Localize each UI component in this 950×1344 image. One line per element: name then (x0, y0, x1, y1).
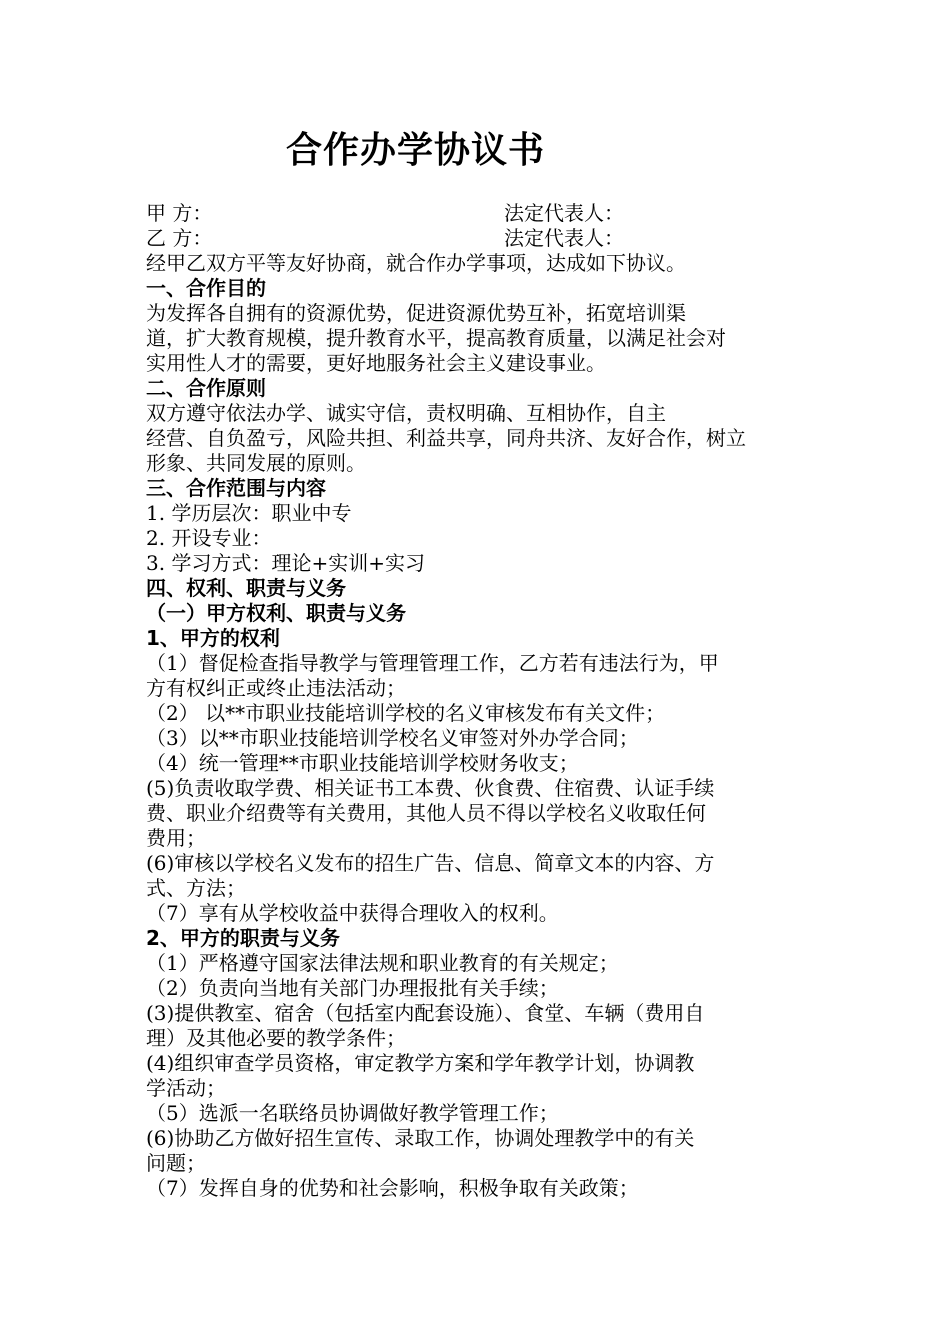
body-line: (5)负责收取学费、相关证书工本费、伙食费、住宿费、认证手续 (146, 776, 715, 800)
body-line: 经营、自负盈亏，风险共担、利益共享，同舟共济、友好合作，树立 (146, 426, 746, 450)
body-line: 双方遵守依法办学、诚实守信，责权明确、互相协作，自主 (146, 401, 666, 425)
list-item: 3. 学习方式：理论+实训+实习 (146, 551, 425, 575)
body-line: 问题； (146, 1151, 206, 1175)
section-heading: 三、合作范围与内容 (146, 476, 326, 500)
body-line: 理）及其他必要的教学条件； (146, 1026, 406, 1050)
body-line: (4)组织审查学员资格，审定教学方案和学年教学计划，协调教 (146, 1051, 695, 1075)
body-line: 实用性人才的需要，更好地服务社会主义建设事业。 (146, 351, 606, 375)
body-line: （1）严格遵守国家法律法规和职业教育的有关规定； (146, 951, 619, 975)
body-line: 学活动； (146, 1076, 226, 1100)
body-line: 形象、共同发展的原则。 (146, 451, 366, 475)
section-heading: 四、权利、职责与义务 (146, 576, 346, 600)
list-item: 2. 开设专业： (146, 526, 272, 550)
body-line: 费、职业介绍费等有关费用，其他人员不得以学校名义收取任何 (146, 801, 706, 825)
body-line: （4）统一管理**市职业技能培训学校财务收支； (146, 751, 579, 775)
subsection-heading: （一）甲方权利、职责与义务 (146, 601, 406, 625)
subsection-heading: 2、甲方的职责与义务 (146, 926, 340, 950)
body-line: 为发挥各自拥有的资源优势，促进资源优势互补，拓宽培训渠 (146, 301, 686, 325)
party-b-label: 乙 方： (146, 226, 213, 250)
body-line: （7）享有从学校收益中获得合理收入的权利。 (146, 901, 559, 925)
section-heading: 一、合作目的 (146, 276, 266, 300)
body-line: （1）督促检查指导教学与管理管理工作，乙方若有违法行为，甲 (146, 651, 719, 675)
body-line: （2） 以**市职业技能培训学校的名义审核发布有关文件； (146, 701, 666, 725)
body-line: 方有权纠正或终止违法活动； (146, 676, 406, 700)
party-a-label: 甲 方： (146, 201, 213, 225)
section-heading: 二、合作原则 (146, 376, 266, 400)
body-line: (6)审核以学校名义发布的招生广告、信息、简章文本的内容、方 (146, 851, 715, 875)
body-line: (3)提供教室、宿舍（包括室内配套设施）、食堂、车辆（费用自 (146, 1001, 705, 1025)
body-line: 道，扩大教育规模，提升教育水平，提高教育质量，以满足社会对 (146, 326, 726, 350)
party-b-representative-label: 法定代表人： (504, 226, 624, 250)
body-line: (6)协助乙方做好招生宣传、录取工作，协调处理教学中的有关 (146, 1126, 695, 1150)
body-line: 式、方法； (146, 876, 246, 900)
body-line: （5）选派一名联络员协调做好教学管理工作； (146, 1101, 559, 1125)
body-line: 费用； (146, 826, 206, 850)
intro-paragraph: 经甲乙双方平等友好协商，就合作办学事项，达成如下协议。 (146, 251, 686, 275)
body-line: （2）负责向当地有关部门办理报批有关手续； (146, 976, 559, 1000)
body-line: （7）发挥自身的优势和社会影响，积极争取有关政策； (146, 1176, 639, 1200)
list-item: 1. 学历层次：职业中专 (146, 501, 352, 525)
body-line: （3）以**市职业技能培训学校名义审签对外办学合同； (146, 726, 639, 750)
subsection-heading: 1、甲方的权利 (146, 626, 280, 650)
party-a-representative-label: 法定代表人： (504, 201, 624, 225)
document-title: 合作办学协议书 (286, 130, 546, 171)
